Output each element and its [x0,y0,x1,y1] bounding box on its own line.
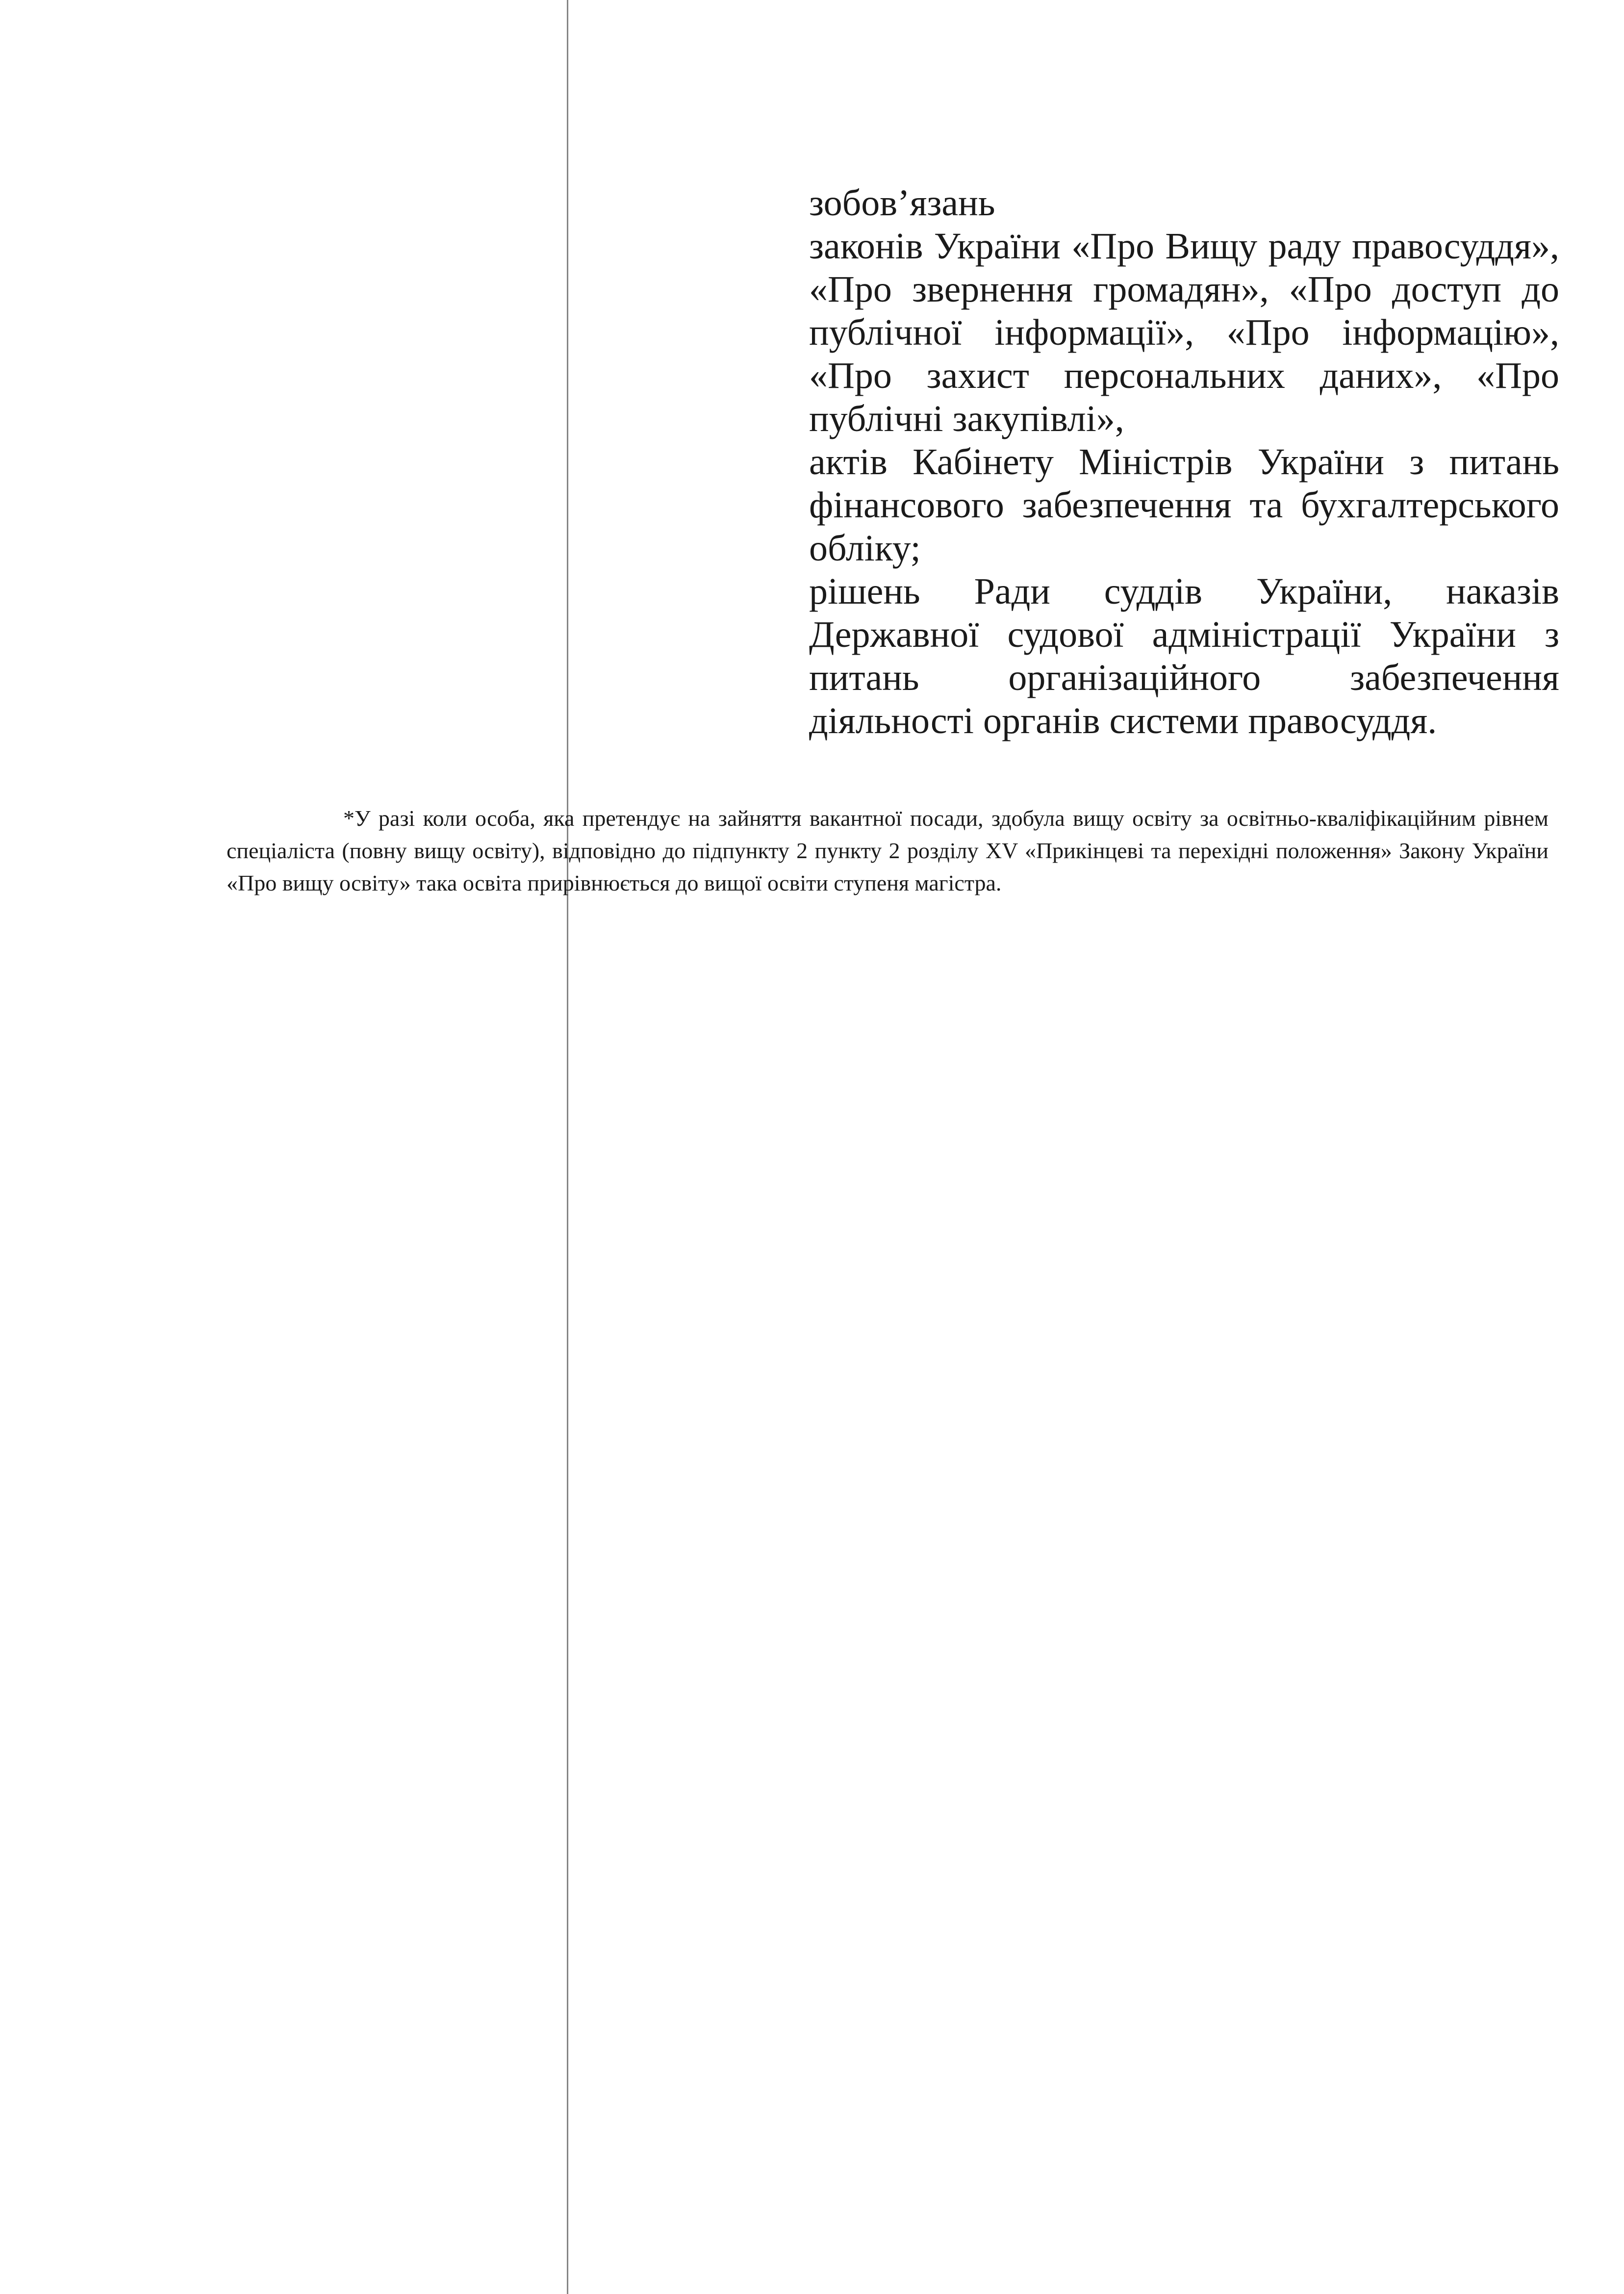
requirements-text-block [809,181,1559,742]
footnote: *У разі коли особа, яка претендує на зайняття вакантної посади, здобула вищу освіту за освітньо-кваліфікаційним рівнем спеціаліста (повну вищу освіту), відповідно до підпункту 2 пункту 2 розділу XV «Прикінцеві та перехідні положення» Закону України «Про вищу освіту» така освіта прирівнюється до вищої освіти ступеня магістра. [227,806,1548,895]
scan-fold-line [567,0,568,2294]
text-paragraph-laws: законів України «Про Вищу раду правосуддя», «Про звернення громадян», «Про доступ до публічної інформації», «Про інформацію», «Про захист персональних даних», «Про публічні закупівлі», [809,226,1559,439]
text-paragraph-obligations: зобов’язань [809,182,995,224]
text-paragraph-council-decisions: рішень Ради суддів України, наказів Державної судової адміністрації України з питань організаційного забезпечення діяльності органів системи правосуддя. [809,571,1559,741]
text-paragraph-cabinet-acts: актів Кабінету Міністрів України з питань фінансового забезпечення та бухгалтерського обліку; [809,441,1559,569]
